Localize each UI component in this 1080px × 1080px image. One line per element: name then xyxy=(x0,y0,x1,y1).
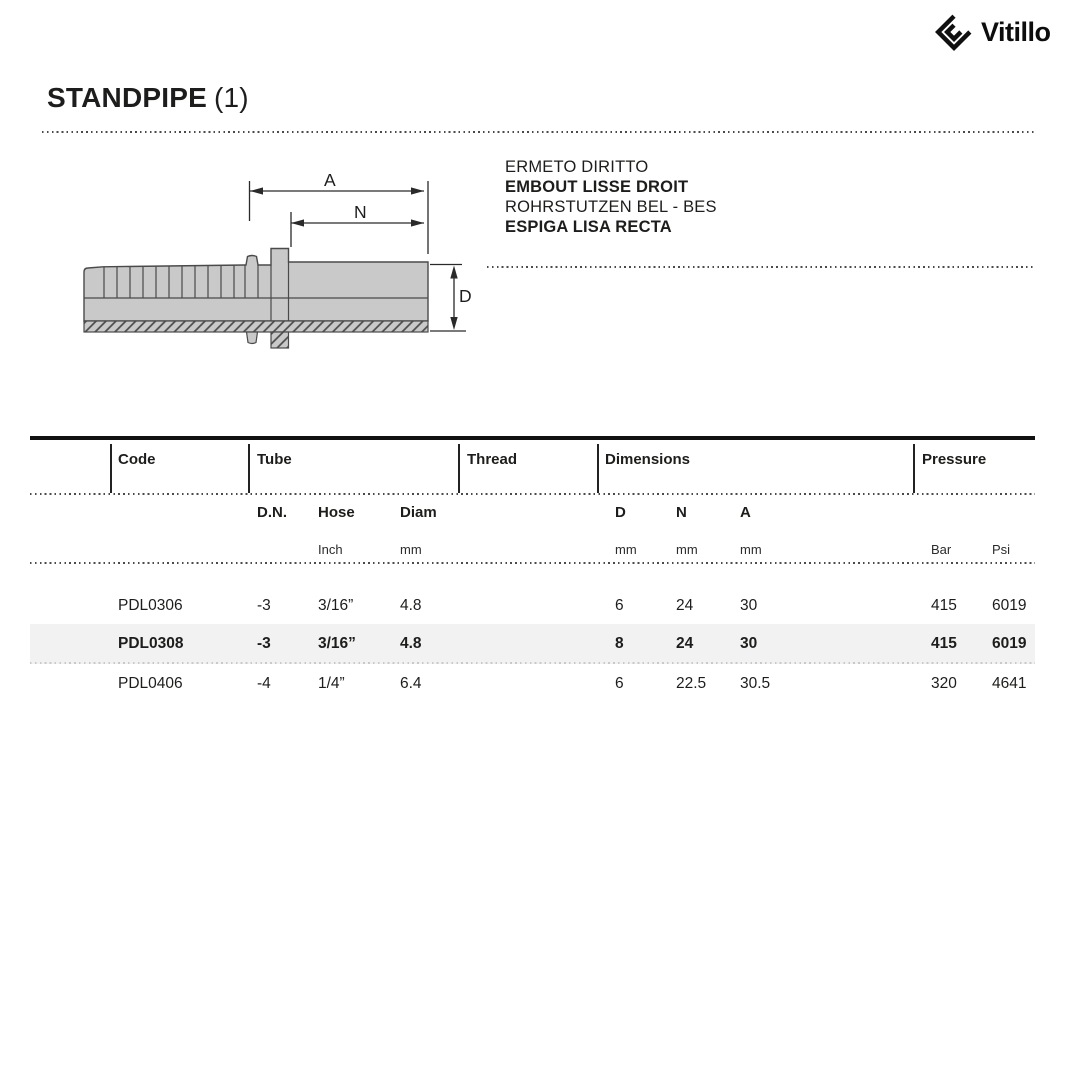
page-title-suffix: (1) xyxy=(213,82,249,113)
cell-a: 30.5 xyxy=(740,675,771,692)
subheader-diam: Diam xyxy=(400,504,437,521)
cell-d: 6 xyxy=(615,675,624,692)
unit-hose: Inch xyxy=(318,542,343,557)
description-es: ESPIGA LISA RECTA xyxy=(505,218,672,236)
cell-hose: 3/16” xyxy=(318,597,354,614)
dimension-label-n: N xyxy=(354,202,367,222)
subheader-d: D xyxy=(615,504,626,521)
subheader-n: N xyxy=(676,504,687,521)
product-descriptions xyxy=(505,157,717,237)
cell-psi: 6019 xyxy=(992,635,1027,652)
cell-diam: 4.8 xyxy=(400,635,422,652)
cell-d: 8 xyxy=(615,635,624,652)
cell-d: 6 xyxy=(615,597,624,614)
group-header-code: Code xyxy=(118,451,156,468)
group-header-thread: Thread xyxy=(467,451,518,468)
cell-bar: 415 xyxy=(931,597,957,614)
table-row xyxy=(30,624,1035,664)
brand-name: Vitillo xyxy=(981,16,1051,47)
dimension-label-a: A xyxy=(324,170,336,190)
technical-drawing xyxy=(60,155,480,370)
dotted-divider xyxy=(30,493,1035,495)
group-header-tube: Tube xyxy=(257,451,292,468)
group-header-pressure: Pressure xyxy=(922,451,987,468)
cell-hose: 3/16” xyxy=(318,635,356,652)
cell-n: 24 xyxy=(676,635,694,652)
unit-bar: Bar xyxy=(931,542,952,557)
table-group-header xyxy=(30,451,1035,471)
cell-psi: 6019 xyxy=(992,597,1027,614)
table-row xyxy=(30,664,1035,704)
brand-logo xyxy=(935,13,1051,51)
cell-bar: 415 xyxy=(931,635,957,652)
unit-a: mm xyxy=(740,542,762,557)
dotted-divider xyxy=(42,131,1035,133)
cell-diam: 6.4 xyxy=(400,675,422,692)
unit-n: mm xyxy=(676,542,698,557)
description-it: ERMETO DIRITTO xyxy=(505,158,649,176)
cell-a: 30 xyxy=(740,597,758,614)
cell-code: PDL0306 xyxy=(118,597,183,614)
cell-dn: -3 xyxy=(257,597,271,614)
dotted-divider xyxy=(487,266,1035,268)
cell-dn: -3 xyxy=(257,635,271,652)
cell-dn: -4 xyxy=(257,675,271,692)
page-title xyxy=(47,82,249,114)
cell-hose: 1/4” xyxy=(318,675,345,692)
cell-code: PDL0406 xyxy=(118,675,183,692)
dimension-label-d: D xyxy=(459,286,472,306)
table-top-border xyxy=(30,436,1035,440)
table-subheader xyxy=(30,504,1035,524)
page-title-text: STANDPIPE xyxy=(47,82,207,113)
table-row xyxy=(30,586,1035,626)
subheader-hose: Hose xyxy=(318,504,355,521)
subheader-dn: D.N. xyxy=(257,504,287,521)
vitillo-diamond-icon xyxy=(935,13,973,51)
cell-psi: 4641 xyxy=(992,675,1027,692)
cell-diam: 4.8 xyxy=(400,597,422,614)
unit-psi: Psi xyxy=(992,542,1011,557)
unit-diam: mm xyxy=(400,542,422,557)
cell-a: 30 xyxy=(740,635,758,652)
cell-bar: 320 xyxy=(931,675,957,692)
subheader-a: A xyxy=(740,504,751,521)
group-header-dimensions: Dimensions xyxy=(605,451,691,468)
unit-d: mm xyxy=(615,542,637,557)
description-de: ROHRSTUTZEN BEL - BES xyxy=(505,198,717,216)
cell-code: PDL0308 xyxy=(118,635,184,652)
cell-n: 24 xyxy=(676,597,694,614)
description-fr: EMBOUT LISSE DROIT xyxy=(505,178,689,196)
table-units-row xyxy=(30,542,1035,562)
cell-n: 22.5 xyxy=(676,675,707,692)
dotted-divider xyxy=(30,562,1035,564)
